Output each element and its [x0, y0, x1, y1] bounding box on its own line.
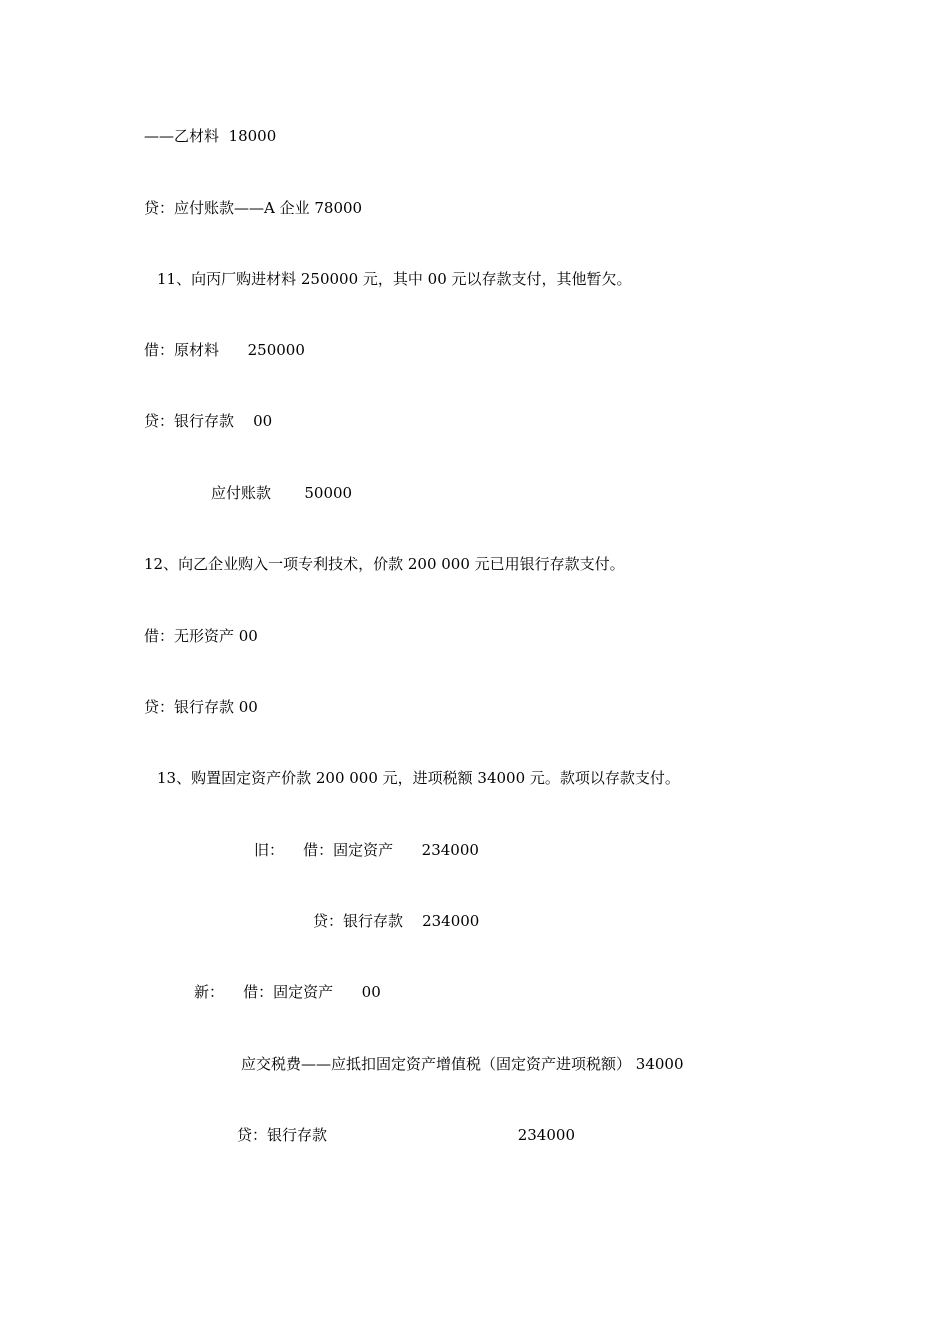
entry-line: 应交税费——应抵扣固定资产增值税（固定资产进项税额） 34000 — [241, 1055, 684, 1073]
question-line: 13、购置固定资产价款 200 000 元，进项税额 34000 元。款项以存款支付。 — [157, 769, 680, 787]
entry-line: 借：无形资产 00 — [144, 627, 258, 645]
entry-line: 借：原材料 250000 — [144, 341, 305, 359]
entry-line: 贷：银行存款 00 — [144, 412, 273, 430]
entry-line: 新： 借：固定资产 00 — [194, 983, 381, 1001]
entry-line: ——乙材料 18000 — [144, 127, 277, 145]
question-line: 11、向丙厂购进材料 250000 元，其中 00 元以存款支付，其他暂欠。 — [157, 270, 632, 288]
question-line: 12、向乙企业购入一项专利技术，价款 200 000 元已用银行存款支付。 — [144, 555, 625, 573]
entry-line: 贷：应付账款——A 企业 78000 — [144, 199, 363, 217]
entry-line: 旧： 借：固定资产 234000 — [254, 841, 479, 859]
entry-line: 贷：银行存款 234000 — [237, 1126, 575, 1144]
entry-line: 应付账款 50000 — [211, 484, 353, 502]
entry-line: 贷：银行存款 00 — [144, 698, 258, 716]
entry-line: 贷：银行存款 234000 — [313, 912, 480, 930]
